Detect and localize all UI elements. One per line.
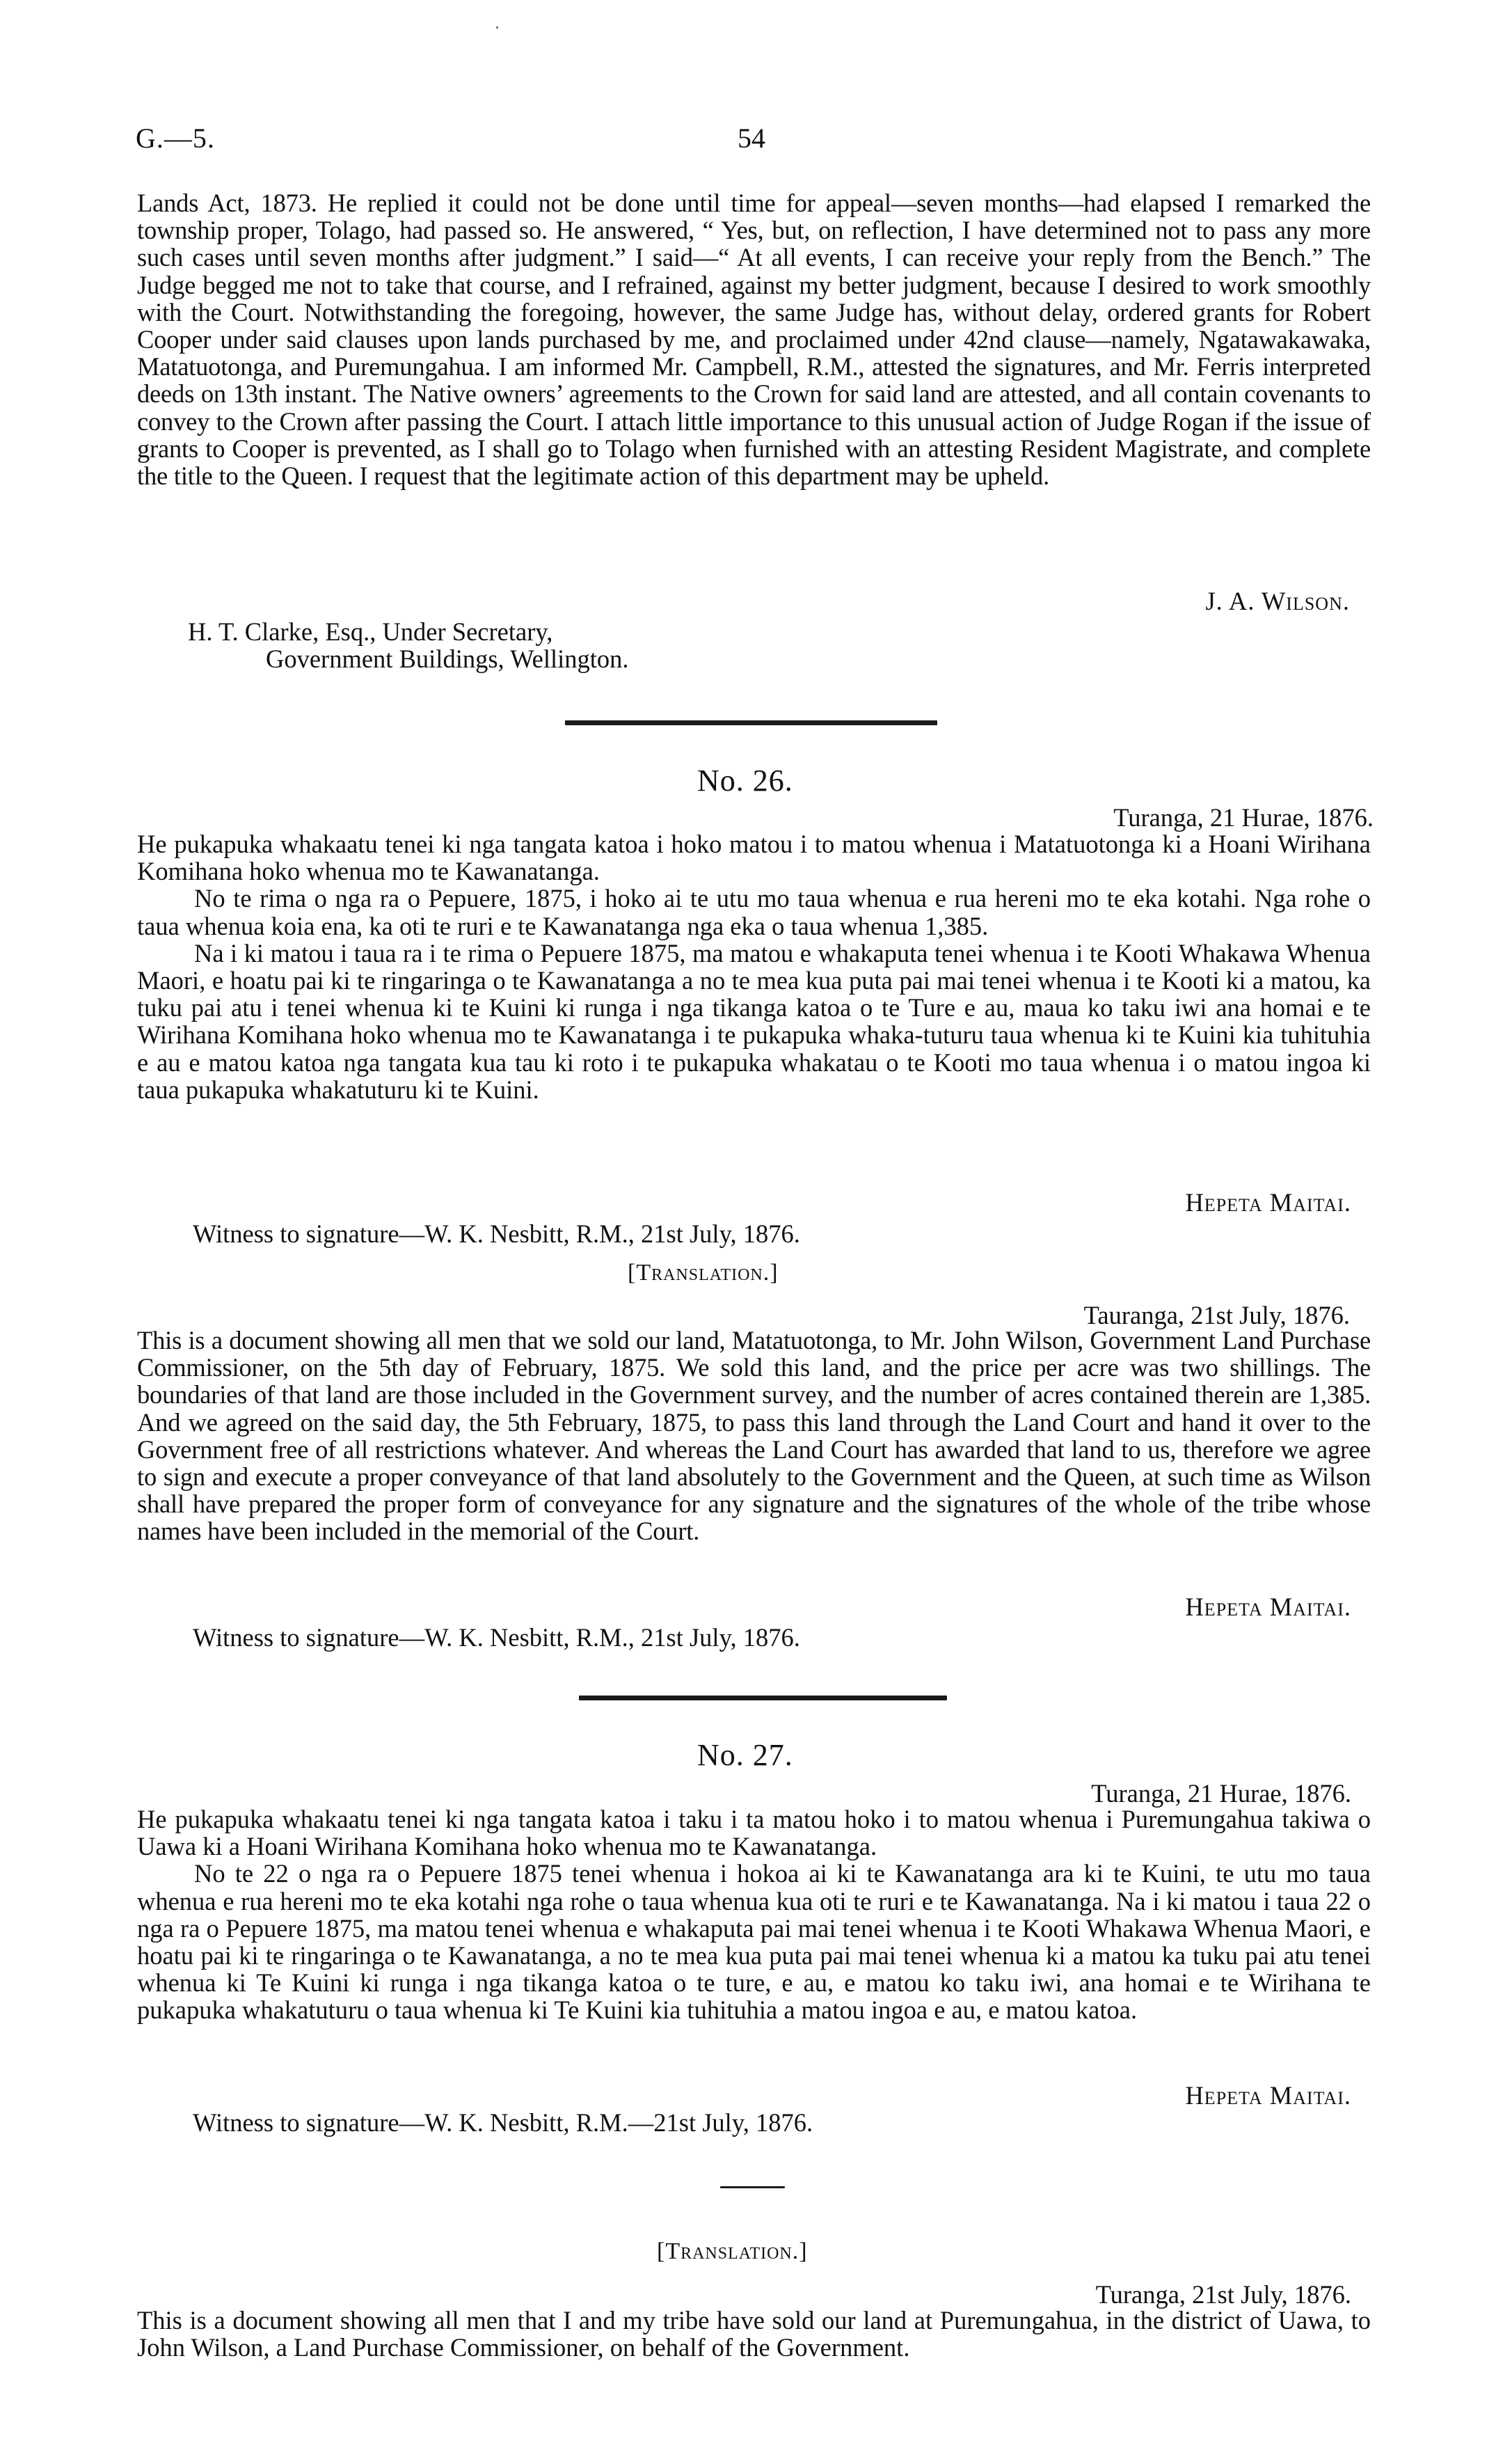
no27-maori-paragraph-1: He pukapuka whakaatu tenei ki nga tangata katoa i taku i ta matou hoko i to matou whenua i Puremungahua takiwa o Uawa ki a Hoani Wirihana Komihana hoko whenua mo te Kawanatanga. [137, 1805, 1371, 1861]
no26-translation-text [137, 1327, 1371, 1545]
letter-body: Lands Act, 1873. He replied it could not be done until time for appeal—seven months—had elapsed I remarked the township proper, Tolago, had passed so. He answered, “ Yes, but, on reflection, I have determined not to pass any more such cases until seven months after judgment.” I said—“ At all events, I can receive your reply from the Bench.” The Judge begged me not to take that course, and I refrained, against my better judgment, because I desired to work smoothly with the Court. Notwithstanding the foregoing, however, the same Judge has, without delay, ordered grants for Robert Cooper under said clauses upon lands purchased by me, and proclaimed under 42nd clause—namely, Ngatawakawaka, Matatuotonga, and Puremungahua. I am informed Mr. Campbell, R.M., attested the signatures, and Mr. Ferris interpreted deeds on 13th instant. The Native owners’ agreements to the Crown for said land are attested, and all contain covenants to convey to the Crown after passing the Court. I attach little importance to this unusual action of Judge Rogan if the issue of grants to Cooper is prevented, as I shall go to Tolago when furnished with an attesting Resident Magistrate, and complete the title to the Queen. I request that the legitimate action of this department may be upheld. [137, 189, 1371, 491]
no26-maori-text [137, 830, 1371, 1103]
no26-translation-dateline: Tauranga, 21st July, 1876. [1083, 1301, 1350, 1329]
no26-dateline: Turanga, 21 Hurae, 1876. [1113, 803, 1374, 832]
no27-translation-paragraph: This is a document showing all men that I and my tribe have sold our land at Puremungahua, in the district of Uawa, to John Wilson, a Land Purchase Commissioner, on behalf of the Government. [137, 2306, 1371, 2362]
no26-translation-paragraph: This is a document showing all men that we sold our land, Matatuotonga, to Mr. John Wilson, Government Land Purchase Commissioner, on the 5th day of February, 1875. We sold this land, and the price per acre was two shillings. The boundaries of that land are those included in the Government survey, and the number of acres contained therein are 1,385. And we agreed on the said day, the 5th February, 1875, to pass this land through the Land Court and hand it over to the Government free of all restrictions whatever. And whereas the Land Court has awarded that land to us, therefore we agree to sign and execute a proper conveyance of that land absolutely to the Government and the Queen, at such time as Wilson shall have prepared the proper form of conveyance for any signature and the signatures of the whole of the tribe whose names have been included in the memorial of the Court. [137, 1326, 1371, 1546]
no27-translation-dateline: Turanga, 21st July, 1876. [1095, 2280, 1351, 2309]
no26-maori-paragraph-3: Na i ki matou i taua ra i te rima o Pepuere 1875, ma matou e whakaputa tenei whenua i te Kooti Whakawa Whenua Maori, e hoatu pai ki te ringaringa o te Kawanatanga a no te mea kua puta pai mai tenei whenua i te Kooti ki a matou, ka tuku pai atu i tenei whenua ki te Kuini ki runga i nga tikanga katoa o te Ture e au, maua ko taku iwi ana homai e te Wirihana Komihana hoko whenua mo te Kawanatanga i te pukapuka whaka-tuturu taua whenua ki te Kuini kia tuhituhia e au e matou katoa nga tangata kua tau ki roto i te pukapuka whakatau o te Kooti mo taua whenua i o matou ingoa ki taua pukapuka whakatuturu ki te Kuini. [137, 938, 1371, 1104]
section-title-no26: No. 26. [697, 764, 793, 798]
no27-translation-label: [Translation.] [657, 2238, 808, 2264]
section-divider [565, 720, 937, 725]
short-divider [720, 2186, 785, 2188]
no26-witness: Witness to signature—W. K. Nesbitt, R.M., 21st July, 1876. [193, 1219, 800, 1248]
no26-signature: Hepeta Maitai. [1185, 1188, 1351, 1217]
print-speck [496, 26, 498, 29]
no27-maori-paragraph-2: No te 22 o nga ra o Pepuere 1875 tenei whenua i hokoa ai ki te Kawanatanga ara ki te Kuini, te utu mo taua whenua e rua hereni mo te eka kotahi nga rohe o taua whenua kua oti te ruri e te Kawanatanga. Na i ki matou i taua 22 o nga ra o Pepuere 1875, ma matou tenei whenua e whakaputa pai mai tenei whenua i te Kooti Whakawa Whenua Maori, e hoatu pai ki te ringaringa o te Kawanatanga, a no te mea kua puta pai mai tenei whenua ki a matou ka tuku pai atu tenei whenua ki Te Kuini ki runga i nga tikanga katoa o te ture, e au, e matou ko taku iwi, ana homai e te Wirihana te pukapuka whakatuturu o taua whenua ki Te Kuini kia tuhituhia a matou ingoa e au, e matou katoa. [137, 1859, 1371, 2025]
no26-translation-signature: Hepeta Maitai. [1185, 1592, 1351, 1621]
section-title-no27: No. 27. [697, 1738, 793, 1772]
addressee-line-2: Government Buildings, Wellington. [266, 645, 629, 673]
no27-signature: Hepeta Maitai. [1185, 2081, 1351, 2110]
no27-maori-text [137, 1805, 1371, 2024]
section-divider [579, 1696, 947, 1700]
no26-maori-paragraph-2: No te rima o nga ra o Pepuere, 1875, i hoko ai te utu mo taua whenua e rua hereni mo te eka kotahi. Nga rohe o taua whenua koia ena, ka oti te ruri e te Kawanatanga nga eka o taua whenua 1,385. [137, 884, 1371, 940]
no27-translation-text [137, 2307, 1371, 2361]
letter-signature: J. A. Wilson. [1205, 587, 1350, 615]
no27-dateline: Turanga, 21 Hurae, 1876. [1091, 1779, 1351, 1808]
no26-translation-label: [Translation.] [628, 1260, 779, 1286]
page-number: 54 [738, 122, 765, 154]
page-header [136, 122, 1371, 164]
addressee-line-1: H. T. Clarke, Esq., Under Secretary, [188, 617, 553, 646]
no27-witness: Witness to signature—W. K. Nesbitt, R.M.—21st July, 1876. [193, 2108, 813, 2137]
series-code: G.—5. [136, 122, 215, 154]
no26-maori-paragraph-1: He pukapuka whakaatu tenei ki nga tangata katoa i hoko matou i to matou whenua i Matatuotonga ki a Hoani Wirihana Komihana hoko whenua mo te Kawanatanga. [137, 830, 1371, 886]
no26-translation-witness: Witness to signature—W. K. Nesbitt, R.M., 21st July, 1876. [193, 1623, 800, 1652]
letter-continuation [137, 189, 1371, 489]
